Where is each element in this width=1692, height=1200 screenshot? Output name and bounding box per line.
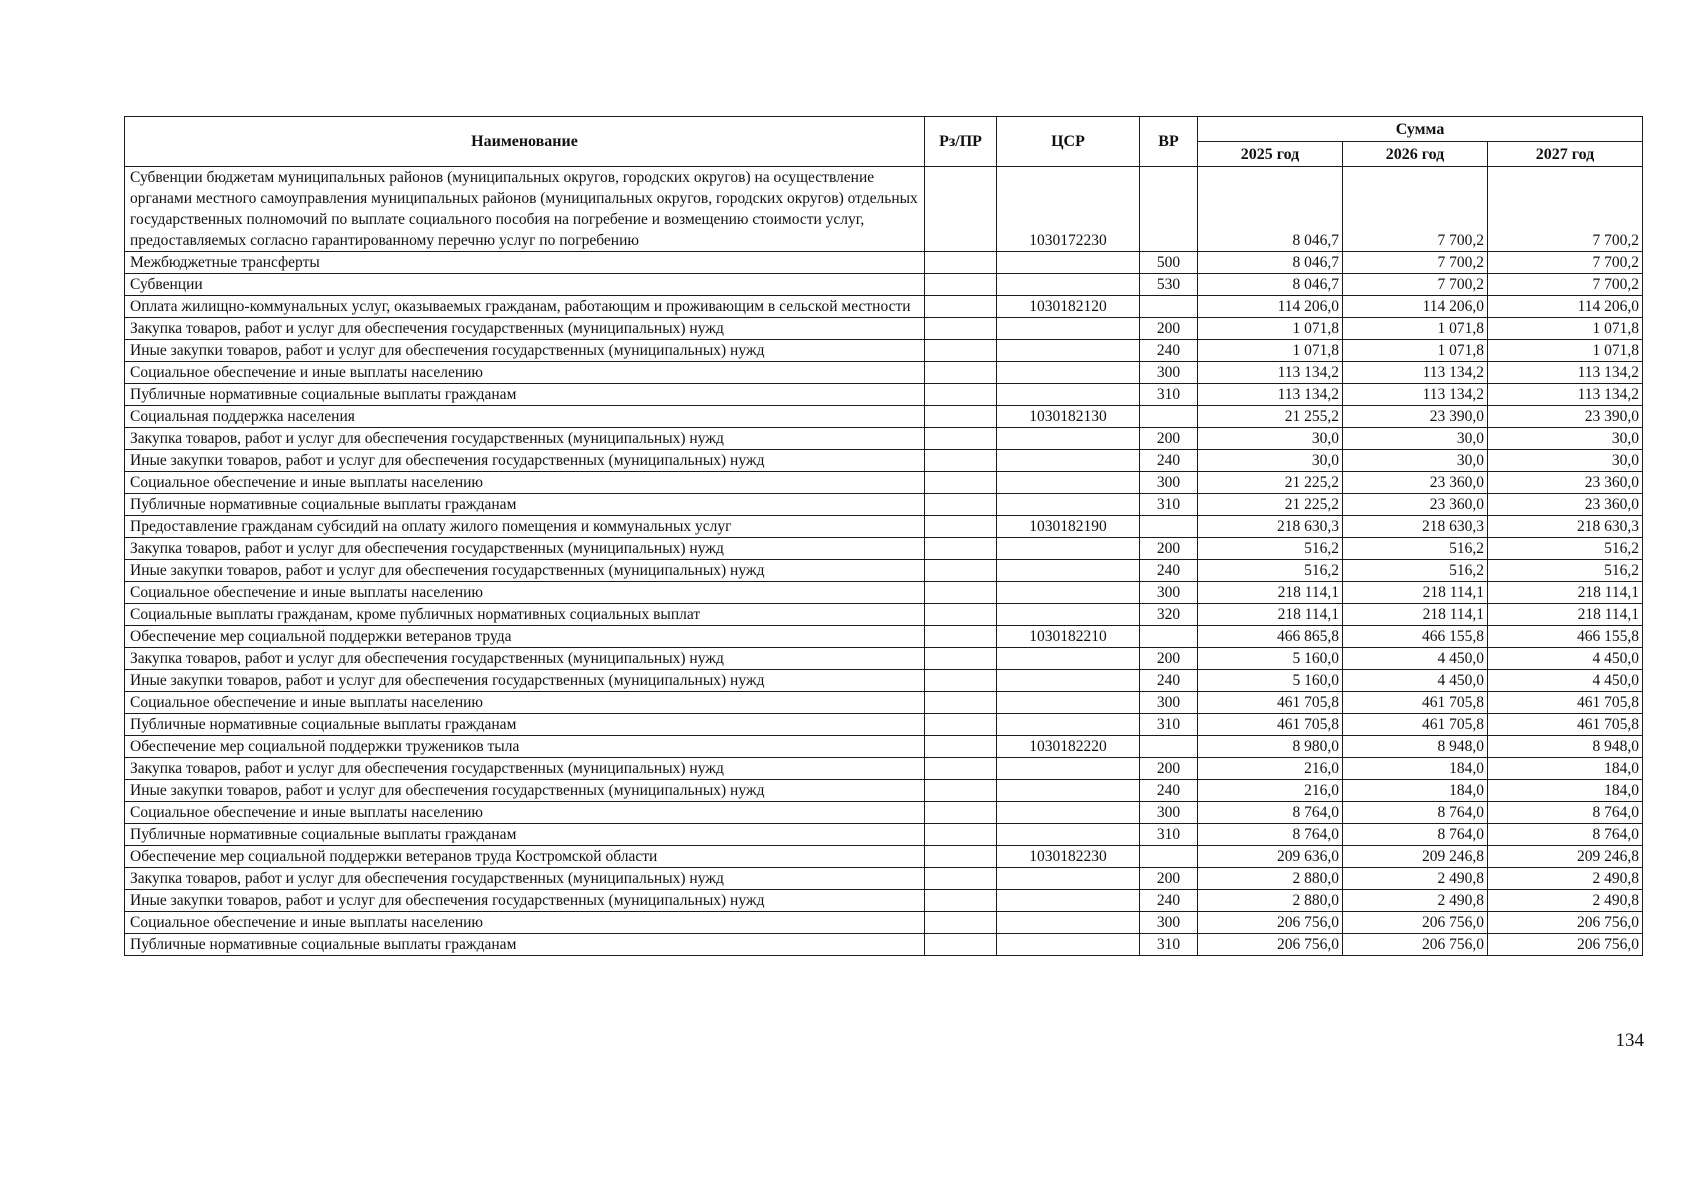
cell-y2025: 8 764,0 — [1198, 802, 1343, 824]
table-row — [125, 362, 1643, 384]
cell-name: Обеспечение мер социальной поддержки тружеников тыла — [125, 736, 925, 758]
header-csr: ЦСР — [997, 117, 1140, 167]
cell-rzpr — [925, 626, 997, 648]
cell-name: Предоставление гражданам субсидий на оплату жилого помещения и коммунальных услуг — [125, 516, 925, 538]
cell-y2027: 23 390,0 — [1488, 406, 1643, 428]
cell-vr: 200 — [1140, 868, 1198, 890]
cell-y2026: 1 071,8 — [1343, 318, 1488, 340]
cell-csr — [997, 582, 1140, 604]
cell-y2027: 113 134,2 — [1488, 384, 1643, 406]
cell-y2026: 218 114,1 — [1343, 582, 1488, 604]
cell-name: Закупка товаров, работ и услуг для обеспечения государственных (муниципальных) нужд — [125, 428, 925, 450]
cell-csr: 1030182230 — [997, 846, 1140, 868]
cell-rzpr — [925, 494, 997, 516]
cell-y2025: 1 071,8 — [1198, 340, 1343, 362]
cell-name: Социальное обеспечение и иные выплаты населению — [125, 582, 925, 604]
cell-y2027: 8 764,0 — [1488, 824, 1643, 846]
cell-csr: 1030182130 — [997, 406, 1140, 428]
cell-name: Публичные нормативные социальные выплаты гражданам — [125, 714, 925, 736]
cell-y2026: 516,2 — [1343, 538, 1488, 560]
cell-vr: 200 — [1140, 648, 1198, 670]
cell-rzpr — [925, 538, 997, 560]
cell-y2027: 1 071,8 — [1488, 318, 1643, 340]
cell-rzpr — [925, 472, 997, 494]
cell-y2025: 218 114,1 — [1198, 604, 1343, 626]
cell-y2026: 461 705,8 — [1343, 714, 1488, 736]
cell-vr: 300 — [1140, 362, 1198, 384]
cell-y2027: 516,2 — [1488, 560, 1643, 582]
cell-y2027: 466 155,8 — [1488, 626, 1643, 648]
cell-y2026: 23 360,0 — [1343, 494, 1488, 516]
cell-vr — [1140, 846, 1198, 868]
cell-vr — [1140, 167, 1198, 252]
cell-csr — [997, 560, 1140, 582]
cell-name: Публичные нормативные социальные выплаты гражданам — [125, 934, 925, 956]
cell-rzpr — [925, 912, 997, 934]
cell-y2026: 466 155,8 — [1343, 626, 1488, 648]
cell-y2025: 218 114,1 — [1198, 582, 1343, 604]
cell-y2025: 8 764,0 — [1198, 824, 1343, 846]
cell-rzpr — [925, 450, 997, 472]
cell-y2026: 8 764,0 — [1343, 802, 1488, 824]
cell-y2026: 218 630,3 — [1343, 516, 1488, 538]
table-row — [125, 714, 1643, 736]
cell-y2027: 30,0 — [1488, 450, 1643, 472]
cell-y2025: 5 160,0 — [1198, 648, 1343, 670]
cell-csr — [997, 604, 1140, 626]
cell-rzpr — [925, 296, 997, 318]
table-row — [125, 626, 1643, 648]
cell-name: Иные закупки товаров, работ и услуг для обеспечения государственных (муниципальных) нужд — [125, 780, 925, 802]
cell-rzpr — [925, 274, 997, 296]
cell-vr: 310 — [1140, 494, 1198, 516]
table-row — [125, 384, 1643, 406]
cell-rzpr — [925, 318, 997, 340]
cell-y2027: 218 114,1 — [1488, 582, 1643, 604]
cell-y2026: 461 705,8 — [1343, 692, 1488, 714]
table-row — [125, 472, 1643, 494]
cell-y2027: 7 700,2 — [1488, 274, 1643, 296]
cell-y2026: 23 360,0 — [1343, 472, 1488, 494]
cell-y2025: 8 046,7 — [1198, 167, 1343, 252]
cell-y2027: 184,0 — [1488, 758, 1643, 780]
cell-y2027: 209 246,8 — [1488, 846, 1643, 868]
cell-name: Иные закупки товаров, работ и услуг для обеспечения государственных (муниципальных) нужд — [125, 670, 925, 692]
cell-name: Социальное обеспечение и иные выплаты населению — [125, 692, 925, 714]
cell-rzpr — [925, 846, 997, 868]
cell-y2027: 1 071,8 — [1488, 340, 1643, 362]
cell-y2027: 23 360,0 — [1488, 472, 1643, 494]
table-row — [125, 824, 1643, 846]
cell-csr — [997, 670, 1140, 692]
cell-y2027: 4 450,0 — [1488, 670, 1643, 692]
cell-vr — [1140, 516, 1198, 538]
cell-y2025: 216,0 — [1198, 758, 1343, 780]
cell-y2027: 8 948,0 — [1488, 736, 1643, 758]
cell-name: Закупка товаров, работ и услуг для обеспечения государственных (муниципальных) нужд — [125, 648, 925, 670]
cell-rzpr — [925, 362, 997, 384]
cell-rzpr — [925, 802, 997, 824]
table-row — [125, 428, 1643, 450]
cell-rzpr — [925, 670, 997, 692]
cell-rzpr — [925, 692, 997, 714]
cell-csr — [997, 868, 1140, 890]
cell-csr: 1030182220 — [997, 736, 1140, 758]
cell-y2026: 8 948,0 — [1343, 736, 1488, 758]
table-row — [125, 340, 1643, 362]
cell-rzpr — [925, 252, 997, 274]
cell-y2027: 184,0 — [1488, 780, 1643, 802]
cell-csr: 1030182210 — [997, 626, 1140, 648]
cell-y2026: 206 756,0 — [1343, 934, 1488, 956]
cell-y2025: 461 705,8 — [1198, 692, 1343, 714]
cell-y2027: 7 700,2 — [1488, 252, 1643, 274]
cell-vr: 200 — [1140, 428, 1198, 450]
header-rzpr: Рз/ПР — [925, 117, 997, 167]
table-row — [125, 912, 1643, 934]
cell-vr — [1140, 406, 1198, 428]
cell-y2026: 114 206,0 — [1343, 296, 1488, 318]
table-row — [125, 296, 1643, 318]
cell-name: Публичные нормативные социальные выплаты гражданам — [125, 384, 925, 406]
cell-y2025: 8 046,7 — [1198, 274, 1343, 296]
cell-name: Иные закупки товаров, работ и услуг для обеспечения государственных (муниципальных) нужд — [125, 890, 925, 912]
cell-y2026: 113 134,2 — [1343, 362, 1488, 384]
cell-name: Закупка товаров, работ и услуг для обеспечения государственных (муниципальных) нужд — [125, 318, 925, 340]
cell-name: Иные закупки товаров, работ и услуг для обеспечения государственных (муниципальных) нужд — [125, 340, 925, 362]
cell-rzpr — [925, 780, 997, 802]
cell-csr — [997, 252, 1140, 274]
cell-rzpr — [925, 406, 997, 428]
cell-y2025: 216,0 — [1198, 780, 1343, 802]
cell-vr: 530 — [1140, 274, 1198, 296]
cell-csr — [997, 362, 1140, 384]
cell-y2026: 2 490,8 — [1343, 890, 1488, 912]
cell-y2027: 461 705,8 — [1488, 692, 1643, 714]
cell-y2026: 30,0 — [1343, 428, 1488, 450]
table-row — [125, 670, 1643, 692]
table-row — [125, 582, 1643, 604]
table-row — [125, 494, 1643, 516]
cell-y2027: 4 450,0 — [1488, 648, 1643, 670]
cell-vr: 240 — [1140, 560, 1198, 582]
cell-y2025: 2 880,0 — [1198, 868, 1343, 890]
cell-rzpr — [925, 758, 997, 780]
header-name: Наименование — [125, 117, 925, 167]
table-row — [125, 318, 1643, 340]
header-2026: 2026 год — [1343, 142, 1488, 167]
cell-y2025: 209 636,0 — [1198, 846, 1343, 868]
header-sum: Сумма — [1198, 117, 1643, 142]
cell-vr — [1140, 296, 1198, 318]
cell-vr — [1140, 736, 1198, 758]
cell-vr: 310 — [1140, 934, 1198, 956]
cell-csr — [997, 384, 1140, 406]
cell-y2025: 8 046,7 — [1198, 252, 1343, 274]
cell-csr — [997, 538, 1140, 560]
cell-csr: 1030182190 — [997, 516, 1140, 538]
cell-rzpr — [925, 560, 997, 582]
cell-y2025: 21 255,2 — [1198, 406, 1343, 428]
table-row — [125, 846, 1643, 868]
cell-y2025: 206 756,0 — [1198, 912, 1343, 934]
cell-y2025: 516,2 — [1198, 538, 1343, 560]
cell-y2025: 206 756,0 — [1198, 934, 1343, 956]
table-row — [125, 560, 1643, 582]
cell-vr: 300 — [1140, 692, 1198, 714]
cell-name: Закупка товаров, работ и услуг для обеспечения государственных (муниципальных) нужд — [125, 868, 925, 890]
table-row — [125, 167, 1643, 252]
cell-vr: 240 — [1140, 670, 1198, 692]
table-row — [125, 516, 1643, 538]
cell-y2026: 4 450,0 — [1343, 648, 1488, 670]
table-row — [125, 648, 1643, 670]
cell-vr — [1140, 626, 1198, 648]
cell-y2025: 1 071,8 — [1198, 318, 1343, 340]
cell-y2025: 466 865,8 — [1198, 626, 1343, 648]
cell-vr: 240 — [1140, 340, 1198, 362]
cell-y2026: 4 450,0 — [1343, 670, 1488, 692]
cell-y2027: 516,2 — [1488, 538, 1643, 560]
table-header — [125, 117, 1643, 167]
cell-name: Межбюджетные трансферты — [125, 252, 925, 274]
cell-csr: 1030182120 — [997, 296, 1140, 318]
cell-name: Оплата жилищно-коммунальных услуг, оказываемых гражданам, работающим и проживающим в сельской местности — [125, 296, 925, 318]
table-row — [125, 406, 1643, 428]
cell-csr — [997, 780, 1140, 802]
cell-y2026: 218 114,1 — [1343, 604, 1488, 626]
cell-y2027: 7 700,2 — [1488, 167, 1643, 252]
cell-y2025: 113 134,2 — [1198, 384, 1343, 406]
cell-y2025: 30,0 — [1198, 428, 1343, 450]
cell-csr — [997, 890, 1140, 912]
cell-rzpr — [925, 648, 997, 670]
cell-y2025: 218 630,3 — [1198, 516, 1343, 538]
cell-y2025: 8 980,0 — [1198, 736, 1343, 758]
cell-y2027: 461 705,8 — [1488, 714, 1643, 736]
cell-y2025: 21 225,2 — [1198, 472, 1343, 494]
cell-csr — [997, 472, 1140, 494]
cell-csr — [997, 274, 1140, 296]
cell-csr — [997, 450, 1140, 472]
cell-y2025: 2 880,0 — [1198, 890, 1343, 912]
cell-y2026: 7 700,2 — [1343, 252, 1488, 274]
cell-rzpr — [925, 340, 997, 362]
cell-rzpr — [925, 824, 997, 846]
cell-csr — [997, 494, 1140, 516]
cell-rzpr — [925, 582, 997, 604]
cell-name: Публичные нормативные социальные выплаты гражданам — [125, 824, 925, 846]
cell-y2026: 1 071,8 — [1343, 340, 1488, 362]
cell-y2027: 218 630,3 — [1488, 516, 1643, 538]
cell-rzpr — [925, 868, 997, 890]
cell-csr — [997, 802, 1140, 824]
table-row — [125, 802, 1643, 824]
cell-rzpr — [925, 934, 997, 956]
cell-name: Иные закупки товаров, работ и услуг для обеспечения государственных (муниципальных) нужд — [125, 560, 925, 582]
cell-y2026: 184,0 — [1343, 780, 1488, 802]
cell-rzpr — [925, 890, 997, 912]
cell-y2026: 2 490,8 — [1343, 868, 1488, 890]
cell-csr — [997, 318, 1140, 340]
cell-vr: 240 — [1140, 890, 1198, 912]
cell-y2026: 30,0 — [1343, 450, 1488, 472]
header-vr: ВР — [1140, 117, 1198, 167]
cell-y2027: 114 206,0 — [1488, 296, 1643, 318]
cell-y2027: 8 764,0 — [1488, 802, 1643, 824]
cell-vr: 200 — [1140, 758, 1198, 780]
table-row — [125, 252, 1643, 274]
cell-vr: 300 — [1140, 472, 1198, 494]
cell-vr: 310 — [1140, 824, 1198, 846]
cell-y2026: 184,0 — [1343, 758, 1488, 780]
cell-vr: 500 — [1140, 252, 1198, 274]
table-body — [125, 167, 1643, 956]
cell-name: Закупка товаров, работ и услуг для обеспечения государственных (муниципальных) нужд — [125, 538, 925, 560]
cell-name: Социальная поддержка населения — [125, 406, 925, 428]
cell-csr — [997, 648, 1140, 670]
page-number: 134 — [1615, 1030, 1644, 1051]
cell-csr — [997, 758, 1140, 780]
table-row — [125, 758, 1643, 780]
cell-y2027: 206 756,0 — [1488, 912, 1643, 934]
cell-rzpr — [925, 604, 997, 626]
cell-name: Социальное обеспечение и иные выплаты населению — [125, 802, 925, 824]
cell-csr — [997, 912, 1140, 934]
cell-name: Закупка товаров, работ и услуг для обеспечения государственных (муниципальных) нужд — [125, 758, 925, 780]
cell-csr: 1030172230 — [997, 167, 1140, 252]
cell-vr: 300 — [1140, 802, 1198, 824]
cell-y2027: 2 490,8 — [1488, 890, 1643, 912]
cell-rzpr — [925, 384, 997, 406]
cell-vr: 240 — [1140, 780, 1198, 802]
cell-y2025: 461 705,8 — [1198, 714, 1343, 736]
cell-y2026: 516,2 — [1343, 560, 1488, 582]
cell-y2026: 7 700,2 — [1343, 274, 1488, 296]
cell-y2026: 206 756,0 — [1343, 912, 1488, 934]
cell-y2025: 30,0 — [1198, 450, 1343, 472]
table-row — [125, 736, 1643, 758]
table-row — [125, 538, 1643, 560]
cell-vr: 200 — [1140, 318, 1198, 340]
budget-table — [124, 116, 1643, 956]
cell-rzpr — [925, 167, 997, 252]
cell-y2026: 209 246,8 — [1343, 846, 1488, 868]
table-row — [125, 692, 1643, 714]
cell-y2025: 21 225,2 — [1198, 494, 1343, 516]
header-2025: 2025 год — [1198, 142, 1343, 167]
cell-vr: 300 — [1140, 912, 1198, 934]
cell-name: Социальные выплаты гражданам, кроме публичных нормативных социальных выплат — [125, 604, 925, 626]
cell-vr: 200 — [1140, 538, 1198, 560]
table-row — [125, 780, 1643, 802]
cell-name: Субвенции бюджетам муниципальных районов (муниципальных округов, городских округов) на осуществление органами местного самоуправления муниципальных районов (муниципальных округов, городских округов) отдельных государственных полномочий по выплате социального пособия на погребение и возмещению стоимости услуг, предоставляемых согласно гарантированному перечню услуг по погребению — [125, 167, 925, 252]
cell-name: Социальное обеспечение и иные выплаты населению — [125, 362, 925, 384]
cell-csr — [997, 428, 1140, 450]
cell-csr — [997, 692, 1140, 714]
cell-name: Иные закупки товаров, работ и услуг для обеспечения государственных (муниципальных) нужд — [125, 450, 925, 472]
cell-rzpr — [925, 736, 997, 758]
cell-csr — [997, 340, 1140, 362]
cell-name: Публичные нормативные социальные выплаты гражданам — [125, 494, 925, 516]
cell-y2025: 516,2 — [1198, 560, 1343, 582]
table-row — [125, 890, 1643, 912]
table-row — [125, 868, 1643, 890]
cell-csr — [997, 824, 1140, 846]
cell-rzpr — [925, 516, 997, 538]
cell-y2026: 113 134,2 — [1343, 384, 1488, 406]
header-2027: 2027 год — [1488, 142, 1643, 167]
cell-vr: 310 — [1140, 714, 1198, 736]
cell-csr — [997, 934, 1140, 956]
cell-y2027: 2 490,8 — [1488, 868, 1643, 890]
cell-y2025: 113 134,2 — [1198, 362, 1343, 384]
cell-rzpr — [925, 714, 997, 736]
table-row — [125, 934, 1643, 956]
cell-y2026: 7 700,2 — [1343, 167, 1488, 252]
cell-y2025: 5 160,0 — [1198, 670, 1343, 692]
cell-rzpr — [925, 428, 997, 450]
cell-name: Социальное обеспечение и иные выплаты населению — [125, 912, 925, 934]
cell-y2027: 113 134,2 — [1488, 362, 1643, 384]
table-row — [125, 450, 1643, 472]
cell-y2027: 30,0 — [1488, 428, 1643, 450]
cell-name: Социальное обеспечение и иные выплаты населению — [125, 472, 925, 494]
cell-vr: 240 — [1140, 450, 1198, 472]
cell-y2026: 8 764,0 — [1343, 824, 1488, 846]
cell-y2027: 23 360,0 — [1488, 494, 1643, 516]
cell-vr: 320 — [1140, 604, 1198, 626]
table-row — [125, 604, 1643, 626]
cell-y2027: 218 114,1 — [1488, 604, 1643, 626]
cell-y2026: 23 390,0 — [1343, 406, 1488, 428]
cell-name: Обеспечение мер социальной поддержки ветеранов труда — [125, 626, 925, 648]
cell-y2027: 206 756,0 — [1488, 934, 1643, 956]
cell-name: Обеспечение мер социальной поддержки ветеранов труда Костромской области — [125, 846, 925, 868]
table-row — [125, 274, 1643, 296]
cell-vr: 300 — [1140, 582, 1198, 604]
cell-vr: 310 — [1140, 384, 1198, 406]
cell-name: Субвенции — [125, 274, 925, 296]
cell-csr — [997, 714, 1140, 736]
cell-y2025: 114 206,0 — [1198, 296, 1343, 318]
